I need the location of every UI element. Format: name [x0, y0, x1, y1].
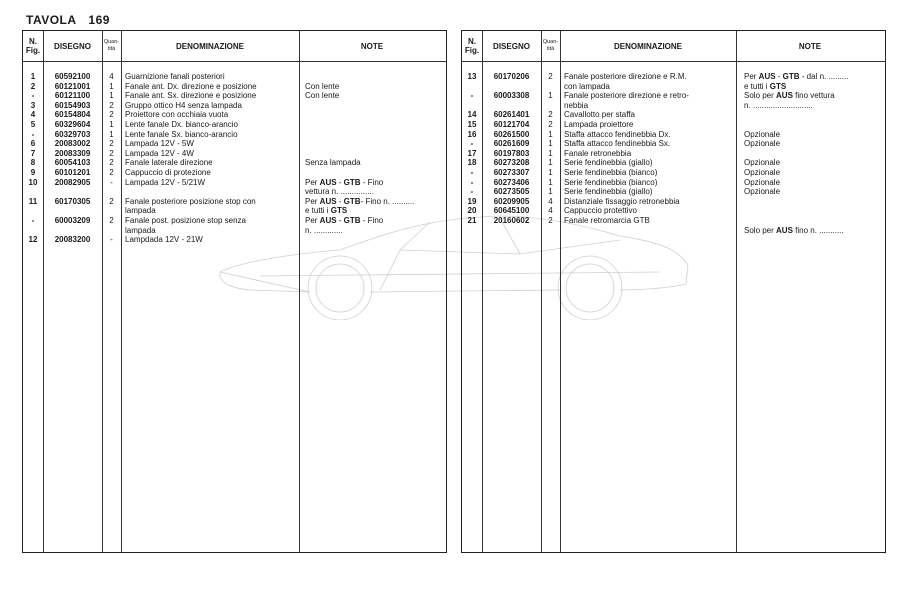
note-bold-term: GTB: [782, 72, 800, 81]
parts-table-left: [22, 30, 447, 553]
part-number: 60121100: [54, 91, 91, 101]
description: Proiettore con occhiaia vuota: [125, 110, 229, 120]
header-qty: Quan- tità: [542, 39, 559, 52]
quantity: 2: [109, 148, 114, 158]
fig-number: 15: [467, 119, 477, 129]
fig-number: 20: [467, 206, 477, 216]
quantity: 4: [548, 206, 553, 216]
description: Lampada 12V - 5W: [125, 139, 194, 149]
page-title: [26, 13, 118, 27]
table-row: [462, 72, 885, 91]
note-bold-term: GTS: [330, 206, 348, 216]
header-note: NOTE: [798, 41, 822, 51]
description: Fanale posteriore posizione stop con lampada: [125, 196, 256, 216]
description: Staffa attacco fendinebbia Dx.: [564, 129, 671, 139]
fig-number: 14: [467, 110, 477, 120]
table-row: [23, 72, 446, 82]
part-number: 60121704: [493, 119, 530, 129]
part-number: 60003308: [493, 91, 530, 101]
note: Opzionale: [744, 167, 781, 177]
fig-number: 18: [467, 158, 477, 168]
description: Lente fanale Dx. bianco-arancio: [125, 119, 238, 129]
part-number: 20083200: [54, 235, 91, 245]
header-note: NOTE: [360, 41, 384, 51]
quantity: 1: [109, 91, 114, 101]
fig-number: -: [31, 215, 35, 225]
description: Serie fendinebbia (bianco): [564, 167, 658, 177]
part-number: 20082905: [54, 177, 91, 187]
description: Fanale post. posizione stop senza lampada: [125, 215, 246, 235]
description: Guarnizione fanali posteriori: [125, 72, 225, 81]
quantity: 1: [548, 158, 553, 168]
quantity: 2: [548, 119, 553, 129]
table-row: [462, 110, 885, 120]
quantity: -: [110, 235, 113, 245]
note: Opzionale: [744, 129, 781, 139]
table-row: [23, 91, 446, 101]
part-number: 60170206: [493, 72, 530, 81]
note: Per AUS - GTB- Fino n. .......... e tutti i GTS: [305, 196, 415, 216]
description: Distanziale fissaggio retronebbia: [564, 196, 680, 206]
rows-left: [23, 72, 446, 245]
table-row: [462, 130, 885, 140]
table-row: [23, 178, 446, 197]
note-bold-term: GTB: [343, 196, 361, 206]
fig-number: 3: [30, 100, 36, 110]
table-row: [462, 178, 885, 188]
note-bold-term: GTB: [343, 177, 361, 187]
table-row: [23, 235, 446, 245]
part-number: 60261609: [493, 139, 530, 149]
description: Cappuccio protettivo: [564, 206, 637, 216]
fig-number: 2: [30, 81, 36, 91]
table-row: [462, 187, 885, 197]
table-row: [462, 139, 885, 149]
note: Solo per AUS fino n. ...........: [744, 225, 844, 235]
title-label: TAVOLA: [26, 13, 77, 27]
description: Fanale retromarcia GTB: [564, 215, 650, 225]
note-bold-term: GTS: [769, 81, 787, 91]
quantity: 1: [548, 177, 553, 187]
part-number: 60003209: [54, 215, 91, 225]
part-number: 20083002: [54, 139, 91, 149]
header-denominazione: DENOMINAZIONE: [614, 41, 682, 51]
fig-number: 19: [467, 196, 477, 206]
description: Serie fendinebbia (giallo): [564, 158, 653, 168]
quantity: 1: [548, 129, 553, 139]
part-number: 20083309: [54, 148, 91, 158]
quantity: 2: [109, 139, 114, 149]
quantity: 2: [109, 196, 114, 206]
note: Senza lampada: [305, 158, 361, 168]
part-number: 60154903: [54, 100, 91, 110]
quantity: 2: [548, 110, 553, 120]
part-number: 60592100: [54, 72, 91, 81]
quantity: 2: [109, 167, 114, 177]
title-number: 169: [88, 13, 110, 27]
parts-table-right: [461, 30, 886, 553]
part-number: 60273505: [493, 187, 530, 197]
description: Staffa attacco fendinebbia Sx.: [564, 139, 671, 149]
note: Con lente: [305, 81, 340, 91]
note-bold-term: GTB: [343, 215, 361, 225]
part-number: 60101201: [54, 167, 91, 177]
note: Opzionale: [744, 158, 781, 168]
quantity: 2: [548, 72, 553, 81]
note-bold-term: AUS: [319, 215, 337, 225]
header-fig: N. Fig.: [25, 37, 41, 55]
fig-number: 13: [467, 72, 477, 81]
fig-number: 9: [30, 167, 36, 177]
rows-right: [462, 72, 885, 235]
fig-number: -: [31, 91, 35, 101]
fig-number: 4: [30, 110, 36, 120]
table-row: [462, 120, 885, 130]
note: Per AUS - GTB - dal n. ......... e tutti i GTS: [744, 72, 849, 91]
note: Per AUS - GTB - Fino vettura n. ...............: [305, 177, 384, 197]
note-bold-term: AUS: [758, 72, 776, 81]
table-row: [462, 206, 885, 216]
table-row: [23, 120, 446, 130]
description: Serie fendinebbia (bianco): [564, 177, 658, 187]
header-qty: Quan- tità: [103, 39, 120, 52]
note-bold-term: AUS: [319, 196, 337, 206]
header-disegno: DISEGNO: [493, 41, 530, 51]
description: Lampada 12V - 5/21W: [125, 177, 206, 187]
description: Fanale posteriore direzione e retro- nebbia: [564, 91, 689, 110]
part-number: 60197803: [493, 148, 530, 158]
fig-number: -: [470, 139, 474, 149]
quantity: 4: [548, 196, 553, 206]
quantity: 1: [548, 139, 553, 149]
part-number: 60261401: [493, 110, 530, 120]
quantity: 2: [109, 100, 114, 110]
note-bold-term: AUS: [319, 177, 337, 187]
table-row: [462, 197, 885, 207]
fig-number: 7: [30, 148, 36, 158]
description: Fanale posteriore direzione e R.M. con lampada: [564, 72, 687, 91]
quantity: 2: [109, 110, 114, 120]
table-row: [23, 149, 446, 159]
part-number: 60054103: [54, 158, 91, 168]
description: Cavallotto per staffa: [564, 110, 636, 120]
quantity: 2: [109, 158, 114, 168]
quantity: 1: [548, 167, 553, 177]
table-row: [462, 158, 885, 168]
quantity: 2: [548, 215, 553, 225]
quantity: 1: [109, 129, 114, 139]
table-row: [462, 216, 885, 235]
note: Con lente: [305, 91, 340, 101]
fig-number: 11: [28, 196, 38, 206]
description: Cappuccio di protezione: [125, 167, 211, 177]
description: Lente fanale Sx. bianco-arancio: [125, 129, 238, 139]
note: Solo per AUS fino vettura n. ...........................: [744, 91, 835, 110]
fig-number: 12: [28, 235, 38, 245]
fig-number: -: [470, 187, 474, 197]
note: Per AUS - GTB - Fino n. .............: [305, 215, 384, 235]
quantity: 1: [548, 187, 553, 197]
table-row: [23, 82, 446, 92]
description: Lampada proiettore: [564, 119, 634, 129]
note-bold-term: AUS: [776, 91, 793, 101]
fig-number: 17: [467, 148, 477, 158]
note: Opzionale: [744, 177, 781, 187]
table-row: [23, 139, 446, 149]
table-row: [23, 197, 446, 216]
table-row: [23, 168, 446, 178]
description: Serie fendinebbia (giallo): [564, 187, 653, 197]
part-number: 60273406: [493, 177, 530, 187]
quantity: 4: [109, 72, 114, 81]
fig-number: 5: [30, 119, 36, 129]
part-number: 20160602: [493, 215, 530, 225]
table-row: [462, 168, 885, 178]
description: Lampada 12V - 4W: [125, 148, 194, 158]
table-row: [23, 216, 446, 235]
note: Opzionale: [744, 187, 781, 197]
part-number: 60209905: [493, 196, 530, 206]
fig-number: 21: [467, 215, 477, 225]
quantity: 1: [548, 148, 553, 158]
part-number: 60170305: [54, 196, 91, 206]
description: Fanale ant. Dx. direzione e posizione: [125, 81, 257, 91]
part-number: 60273208: [493, 158, 530, 168]
table-row: [23, 110, 446, 120]
fig-number: -: [470, 167, 474, 177]
description: Fanale laterale direzione: [125, 158, 213, 168]
quantity: -: [110, 177, 113, 187]
part-number: 60154804: [54, 110, 91, 120]
header-fig: N. Fig.: [464, 37, 480, 55]
fig-number: -: [470, 91, 474, 101]
description: Fanale retronebbia: [564, 148, 632, 158]
table-row: [23, 158, 446, 168]
fig-number: -: [470, 177, 474, 187]
fig-number: 16: [467, 129, 477, 139]
header-denominazione: DENOMINAZIONE: [176, 41, 244, 51]
quantity: 1: [109, 81, 114, 91]
fig-number: 10: [28, 177, 38, 187]
note: Opzionale: [744, 139, 781, 149]
quantity: 2: [109, 215, 114, 225]
fig-number: 6: [30, 139, 36, 149]
description: Gruppo ottico H4 senza lampada: [125, 100, 242, 110]
part-number: 60329604: [54, 119, 91, 129]
quantity: 1: [548, 91, 553, 101]
note-bold-term: AUS: [776, 225, 793, 235]
part-number: 60273307: [493, 167, 530, 177]
part-number: 60645100: [493, 206, 530, 216]
fig-number: -: [31, 129, 35, 139]
fig-number: 1: [30, 72, 36, 81]
part-number: 60121001: [54, 81, 91, 91]
description: Lampdada 12V - 21W: [125, 235, 203, 245]
part-number: 60329703: [54, 129, 91, 139]
table-row: [462, 91, 885, 110]
header-disegno: DISEGNO: [54, 41, 91, 51]
part-number: 60261500: [493, 129, 530, 139]
table-row: [23, 130, 446, 140]
fig-number: 8: [30, 158, 36, 168]
description: Fanale ant. Sx. direzione e posizione: [125, 91, 257, 101]
table-row: [462, 149, 885, 159]
quantity: 1: [109, 119, 114, 129]
table-row: [23, 101, 446, 111]
